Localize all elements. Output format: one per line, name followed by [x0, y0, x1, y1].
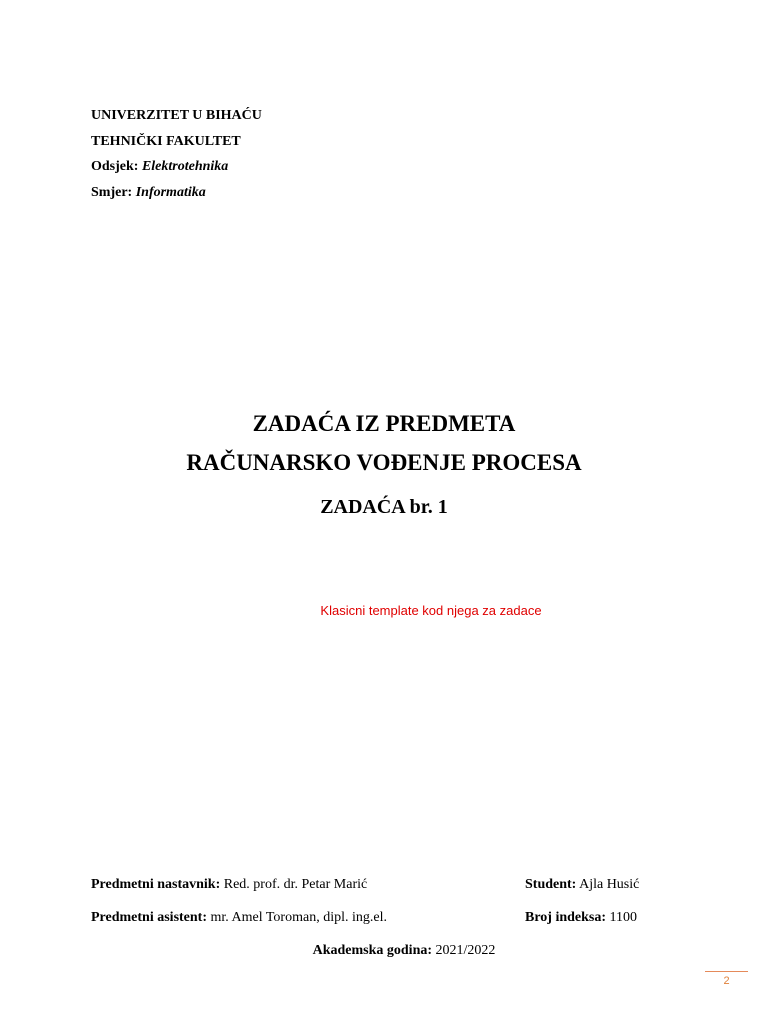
student-value: Ajla Husić — [579, 877, 640, 892]
department-value: Elektrotehnika — [141, 159, 229, 174]
assistant-line — [91, 910, 387, 926]
faculty-name: TEHNIČKI FAKULTET — [91, 134, 241, 149]
assistant-value: mr. Amel Toroman, dipl. ing.el. — [210, 910, 387, 925]
teacher-label: Predmetni nastavnik: — [91, 877, 221, 892]
page-number-rule — [705, 971, 748, 972]
major-label: Smjer: — [91, 185, 133, 200]
title-line-2: RAČUNARSKO VOĐENJE PROCESA — [186, 450, 582, 475]
university-name: UNIVERZITET U BIHAĆU — [91, 108, 262, 123]
teacher-line — [91, 877, 367, 893]
major-value: Informatika — [135, 185, 206, 200]
academic-year-label: Akademska godina: — [312, 943, 433, 958]
template-note: Klasicni template kod njega za zadace — [320, 603, 542, 618]
index-line — [525, 910, 637, 926]
page-number: 2 — [723, 975, 730, 987]
major-line — [91, 185, 206, 201]
teacher-value: Red. prof. dr. Petar Marić — [223, 877, 368, 892]
academic-year-value: 2021/2022 — [435, 943, 496, 958]
index-label: Broj indeksa: — [525, 910, 607, 925]
assignment-number: ZADAĆA br. 1 — [320, 496, 448, 518]
title-line-1: ZADAĆA IZ PREDMETA — [252, 411, 516, 436]
student-line — [525, 877, 639, 893]
department-label: Odsjek: — [91, 159, 139, 174]
assistant-label: Predmetni asistent: — [91, 910, 207, 925]
student-label: Student: — [525, 877, 577, 892]
academic-year-line — [0, 943, 768, 959]
department-line — [91, 159, 228, 175]
index-value: 1100 — [609, 910, 638, 925]
